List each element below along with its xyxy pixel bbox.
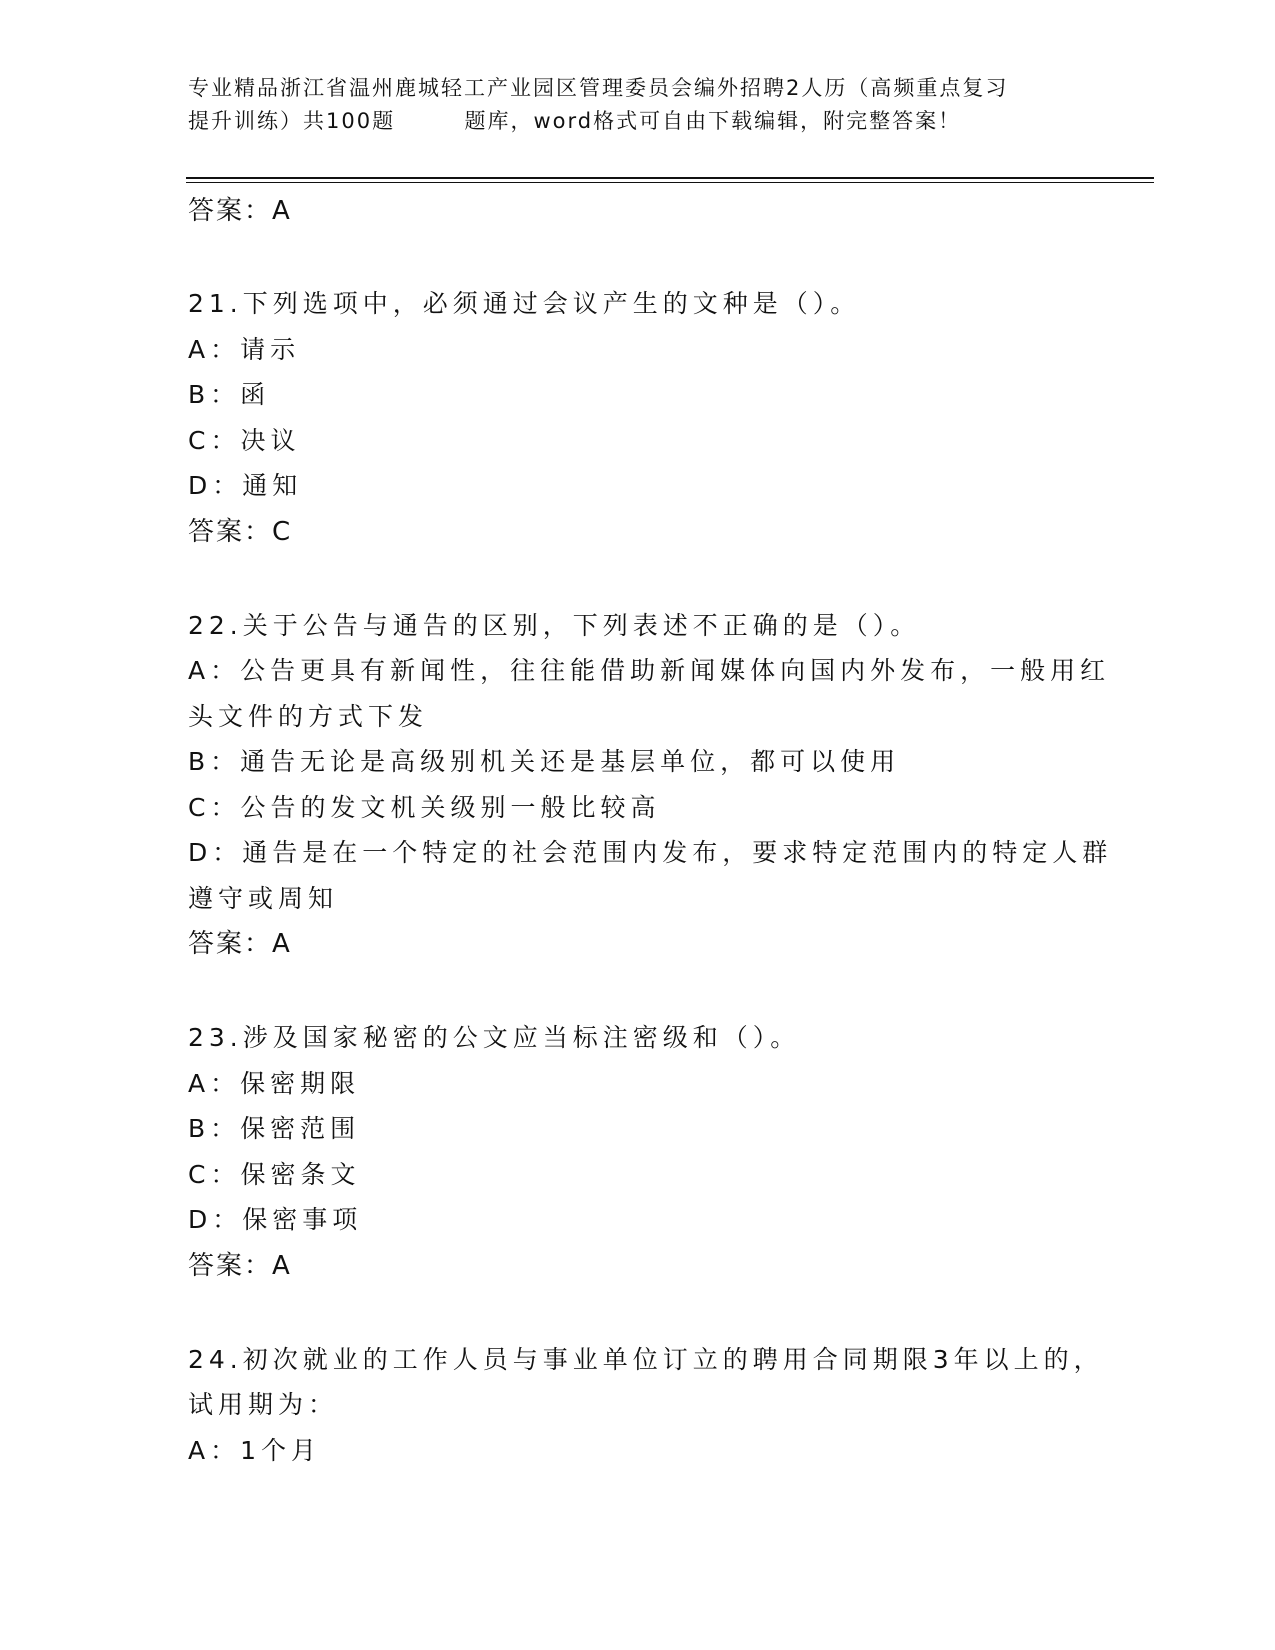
question-text: 21.下列选项中，必须通过会议产生的文种是（）。 [188, 289, 861, 318]
answer-label: 答案：A [188, 1250, 292, 1281]
option-c: C：决议 [188, 425, 301, 455]
question-21 [188, 281, 1088, 555]
option-a: A：1个月 [188, 1435, 322, 1465]
answer-label: 答案：A [188, 929, 292, 959]
question-22 [188, 603, 1113, 968]
header-line-1: 专业精品浙江省温州鹿城轻工产业园区管理委员会编外招聘2人历（高频重点复习 [188, 76, 1009, 100]
option-a: A：保密期限 [188, 1068, 361, 1098]
question-text: 23.涉及国家秘密的公文应当标注密级和（）。 [188, 1023, 801, 1052]
header-divider-thick [186, 177, 1154, 179]
option-c: C：保密条文 [188, 1159, 361, 1189]
header-divider-thin [186, 182, 1154, 183]
question-text: 24.初次就业的工作人员与事业单位订立的聘用合同期限3年以上的， [188, 1344, 1104, 1374]
option-d: D：保密事项 [188, 1205, 363, 1234]
option-c: C：公告的发文机关级别一般比较高 [188, 792, 661, 822]
question-text: 22.关于公告与通告的区别，下列表述不正确的是（）。 [188, 610, 921, 640]
option-a: A：公告更具有新闻性，往往能借助新闻媒体向国内外发布，一般用红 [188, 656, 1111, 685]
answer-label: 答案：C [188, 516, 293, 547]
option-a-continued: 头文件的方式下发 [188, 701, 429, 731]
page-header [188, 72, 1088, 138]
option-d: D：通知 [188, 471, 303, 500]
question-24 [188, 1337, 1104, 1474]
option-b: B：保密范围 [188, 1114, 361, 1143]
option-b: B：函 [188, 380, 271, 409]
header-line-2: 提升训练）共100题 题库，word格式可自由下载编辑，附完整答案！ [188, 109, 962, 133]
option-a: A：请示 [188, 334, 301, 364]
question-23 [188, 1015, 1088, 1289]
document-body [188, 189, 1113, 1473]
option-d: D：通告是在一个特定的社会范围内发布，要求特定范围内的特定人群 [188, 838, 1113, 867]
option-d-continued: 遵守或周知 [188, 883, 339, 913]
question-text-continued: 试用期为： [188, 1390, 339, 1419]
answer-label: 答案：A [188, 196, 292, 226]
option-b: B：通告无论是高级别机关还是基层单位，都可以使用 [188, 747, 901, 776]
